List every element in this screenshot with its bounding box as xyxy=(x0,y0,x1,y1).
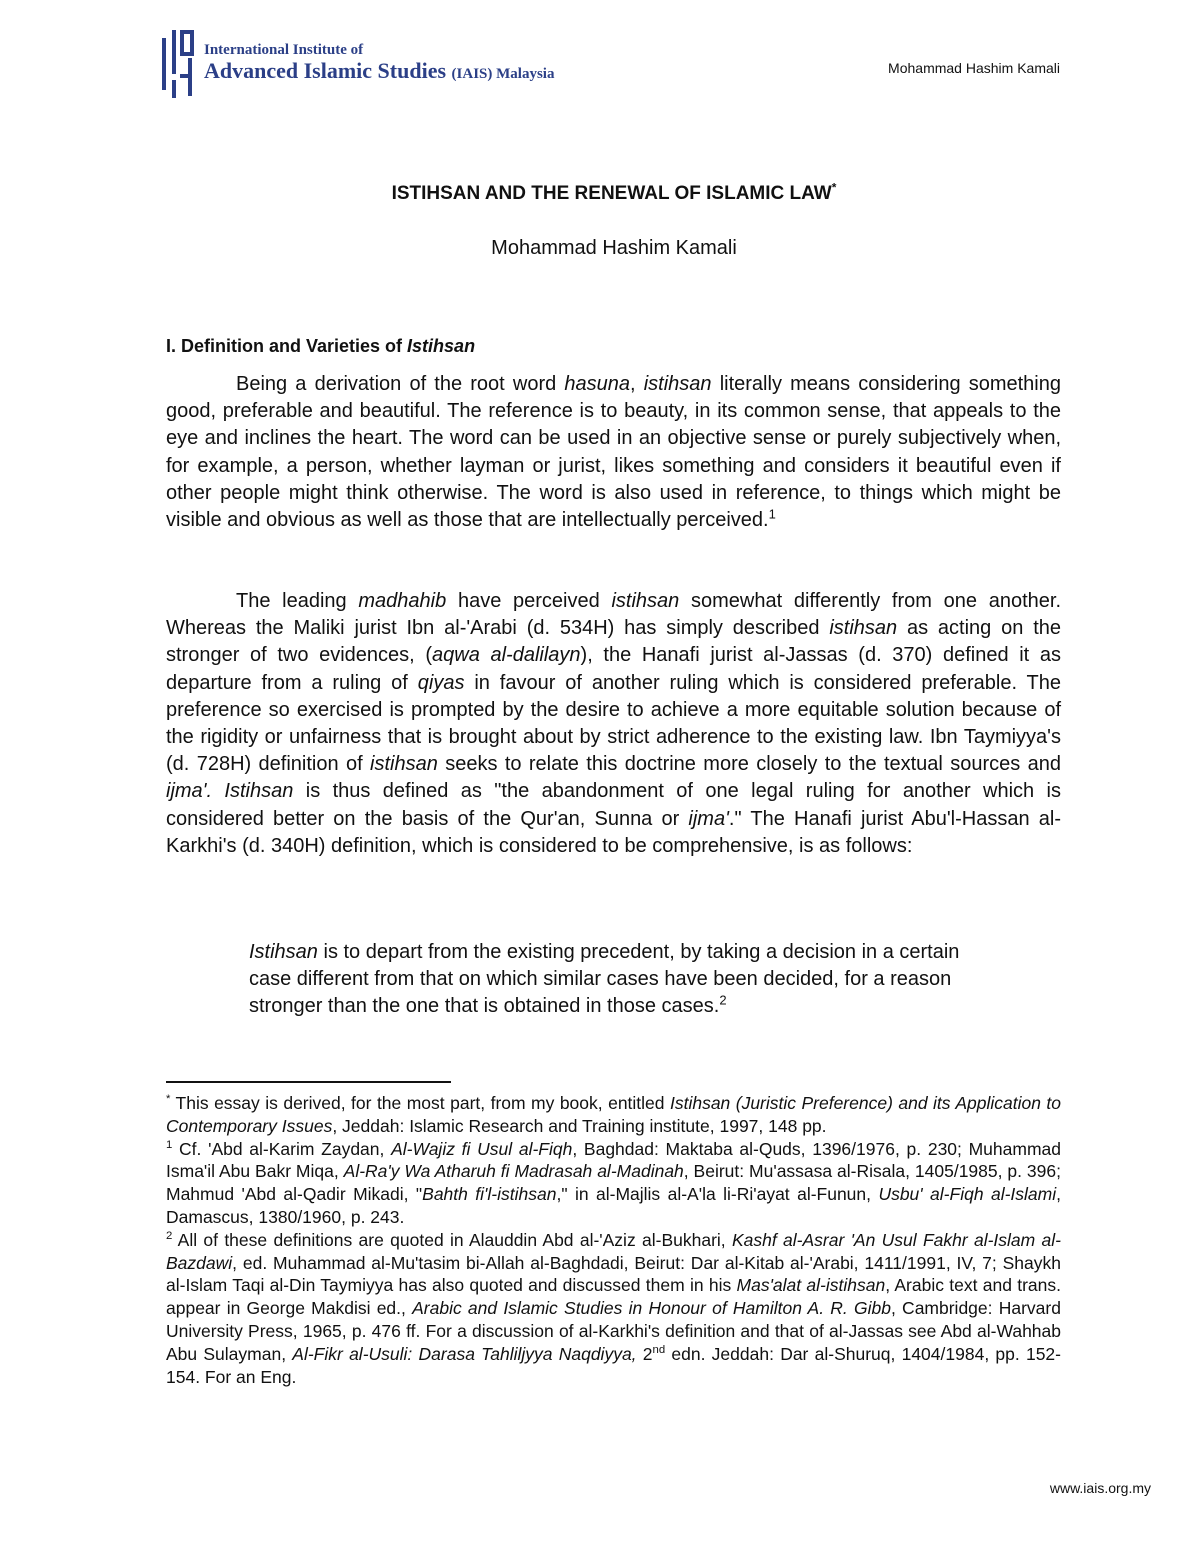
text-run: in favour of another ruling which is considered preferable. The preference so exercised is prompted by the desire to achieve a more equitable solution because of the rigidity or unfairness that is brought about by strict adherence to the existing law. Ibn Taymiyya's (d. 728H) definition of xyxy=(166,671,1061,776)
text-run: Cf. 'Abd al-Karim Zaydan, xyxy=(172,1138,392,1159)
italic-term: aqwa al-dalilayn xyxy=(432,644,581,667)
logo-line-2-suffix: (IAIS) Malaysia xyxy=(451,66,555,82)
block-quote xyxy=(249,939,979,1021)
logo-line-2 xyxy=(204,59,554,86)
italic-term: istihsan xyxy=(611,590,680,612)
section-heading-italic: Istihsan xyxy=(407,336,476,356)
footnote-ref-1[interactable]: 1 xyxy=(768,506,776,522)
text-run: , Jeddah: Islamic Research and Training institute, 1997, 148 pp. xyxy=(332,1115,827,1136)
logo-line-2-main: Advanced Islamic Studies xyxy=(204,58,447,83)
italic-term: Al-Ra'y Wa Atharuh fi Madrasah al-Madinah xyxy=(343,1161,684,1182)
text-run: , Beirut: Mu'assasa al-Risala, 1405/1985, p. 396; Mahmud 'Abd al-Qadir Mikadi, " xyxy=(166,1161,1061,1205)
text-run: is thus defined as "the abandonment of one legal ruling for another which is considered better on the basis of the Qur'an, Sunna or xyxy=(166,780,1061,830)
footnote-2 xyxy=(166,1229,1061,1389)
italic-term: madhahib xyxy=(358,590,447,612)
text-run: , xyxy=(630,373,644,395)
footnote-marker: * xyxy=(166,1093,171,1106)
text-run: ), the Hanafi jurist al-Jassas (d. 370) defined it as departure from a ruling of xyxy=(166,644,1061,694)
text-run: , Arabic text and trans. appear in George Makdisi ed., xyxy=(166,1275,1062,1319)
text-run: literally means considering something good, preferable and beautiful. The reference is to beauty, in its common sense, that appeals to the eye and inclines the heart. The word can be used in an objective sense or purely subjectively when, for example, a person, whether layman or jurist, likes something and considers it beautiful even if other people might think otherwise. The word is also used in reference, to things which might be visible and obvious as well as those that are intellectually perceived. xyxy=(166,373,1061,532)
text-run: , ed. Muhammad al-Mu'tasim bi-Allah al-Baghdadi, Beirut: Dar al-Kitab al-'Arabi, 1411/1991, IV, 7; Shaykh al-Islam Taqi al-Din Taymiyya has also quoted and discussed them in his xyxy=(166,1252,1061,1296)
logo-wordmark xyxy=(204,42,554,86)
text-run: ." The Hanafi jurist Abu'l-Hassan al-Karkhi's (d. 340H) definition, which is considered to be comprehensive, is as follows: xyxy=(166,807,1061,857)
text-run: is to depart from the existing precedent, by taking a decision in a certain case different from that on which similar cases have been decided, for a reason stronger than the one that is obtained in those cases. xyxy=(249,941,960,1018)
italic-term: Mas'alat al-istihsan xyxy=(736,1275,886,1296)
iais-logo xyxy=(160,28,555,100)
text-run: Being a derivation of the root word xyxy=(236,373,565,395)
text-run: , Baghdad: Maktaba al-Quds, 1396/1976, p. 230; Muhammad Isma'il Abu Bakr Miqa, xyxy=(166,1138,1062,1182)
text-run: This essay is derived, for the most part, from my book, entitled xyxy=(170,1093,670,1113)
italic-term: istihsan xyxy=(370,753,438,776)
text-run: , Cambridge: Harvard University Press, 1965, p. 476 ff. For a discussion of al-Karkhi's definition and that of al-Jassas see Abd al-Wahhab Abu Sulayman, xyxy=(166,1298,1061,1364)
italic-term: Kashf al-Asrar 'An Usul Fakhr al-Islam al-Bazdawi xyxy=(166,1229,1061,1273)
paragraph-2 xyxy=(166,588,1061,860)
italic-term: ijma' xyxy=(688,807,729,830)
paragraph-1 xyxy=(166,371,1061,534)
author-name: Mohammad Hashim Kamali xyxy=(491,237,737,259)
italic-term: Usbu' al-Fiqh al-Islami xyxy=(878,1184,1057,1205)
text-run: ," in al-Majlis al-A'la li-Ri'ayat al-Funun, xyxy=(556,1184,879,1205)
footnote-marker: 1 xyxy=(166,1138,173,1151)
footnote-divider xyxy=(166,1081,451,1083)
italic-term: istihsan xyxy=(643,373,712,395)
text-run: 2 xyxy=(636,1343,653,1364)
italic-term: qiyas xyxy=(417,671,465,694)
italic-term: hasuna xyxy=(564,373,631,395)
ordinal-suffix: nd xyxy=(652,1343,666,1356)
footnote-marker: 2 xyxy=(166,1229,173,1242)
running-header-author: Mohammad Hashim Kamali xyxy=(888,60,1060,76)
footnote-star xyxy=(166,1092,1061,1138)
text-run: have perceived xyxy=(446,590,612,612)
italic-term: Bahth fi'l-istihsan xyxy=(422,1184,557,1205)
title-footnote-marker: * xyxy=(831,180,837,195)
page-title xyxy=(0,180,1200,205)
italic-term: ijma'. Istihsan xyxy=(166,780,294,803)
footnote-1 xyxy=(166,1138,1061,1229)
text-run: The leading xyxy=(236,590,359,612)
iais-logo-mark-icon xyxy=(160,28,200,100)
italic-term: istihsan xyxy=(829,617,898,640)
text-run: , Damascus, 1380/1960, p. 243. xyxy=(166,1184,1061,1227)
italic-term: Istihsan (Juristic Preference) and its Application to Contemporary Issues xyxy=(166,1093,1061,1136)
footer-url-link[interactable]: www.iais.org.my xyxy=(1049,1480,1151,1496)
text-run: edn. Jeddah: Dar al-Shuruq, 1404/1984, pp. 152-154. For an Eng. xyxy=(166,1343,1061,1387)
text-run: somewhat differently from one another. Whereas the Maliki jurist Ibn al-'Arabi (d. 534H) has simply described xyxy=(166,590,1061,640)
text-run: seeks to relate this doctrine more closely to the textual sources and xyxy=(437,753,1061,776)
italic-term: Al-Wajiz fi Usul al-Fiqh xyxy=(391,1138,573,1159)
section-heading-prefix: I. Definition and Varieties of xyxy=(166,336,408,356)
section-heading xyxy=(166,336,475,357)
text-run: as acting on the stronger of two evidences, ( xyxy=(166,617,1061,667)
title-text: ISTIHSAN AND THE RENEWAL OF ISLAMIC LAW xyxy=(391,183,832,204)
logo-line-1: International Institute of xyxy=(204,42,364,58)
footnote-ref-2[interactable]: 2 xyxy=(719,992,727,1008)
italic-term: Istihsan xyxy=(249,941,318,963)
italic-term: Arabic and Islamic Studies in Honour of Hamilton A. R. Gibb xyxy=(412,1298,891,1319)
footnotes xyxy=(166,1092,1061,1388)
italic-term: Al-Fikr al-Usuli: Darasa Tahliljyya Naqdiyya, xyxy=(292,1343,637,1364)
text-run: All of these definitions are quoted in Alauddin Abd al-'Aziz al-Bukhari, xyxy=(172,1229,732,1250)
